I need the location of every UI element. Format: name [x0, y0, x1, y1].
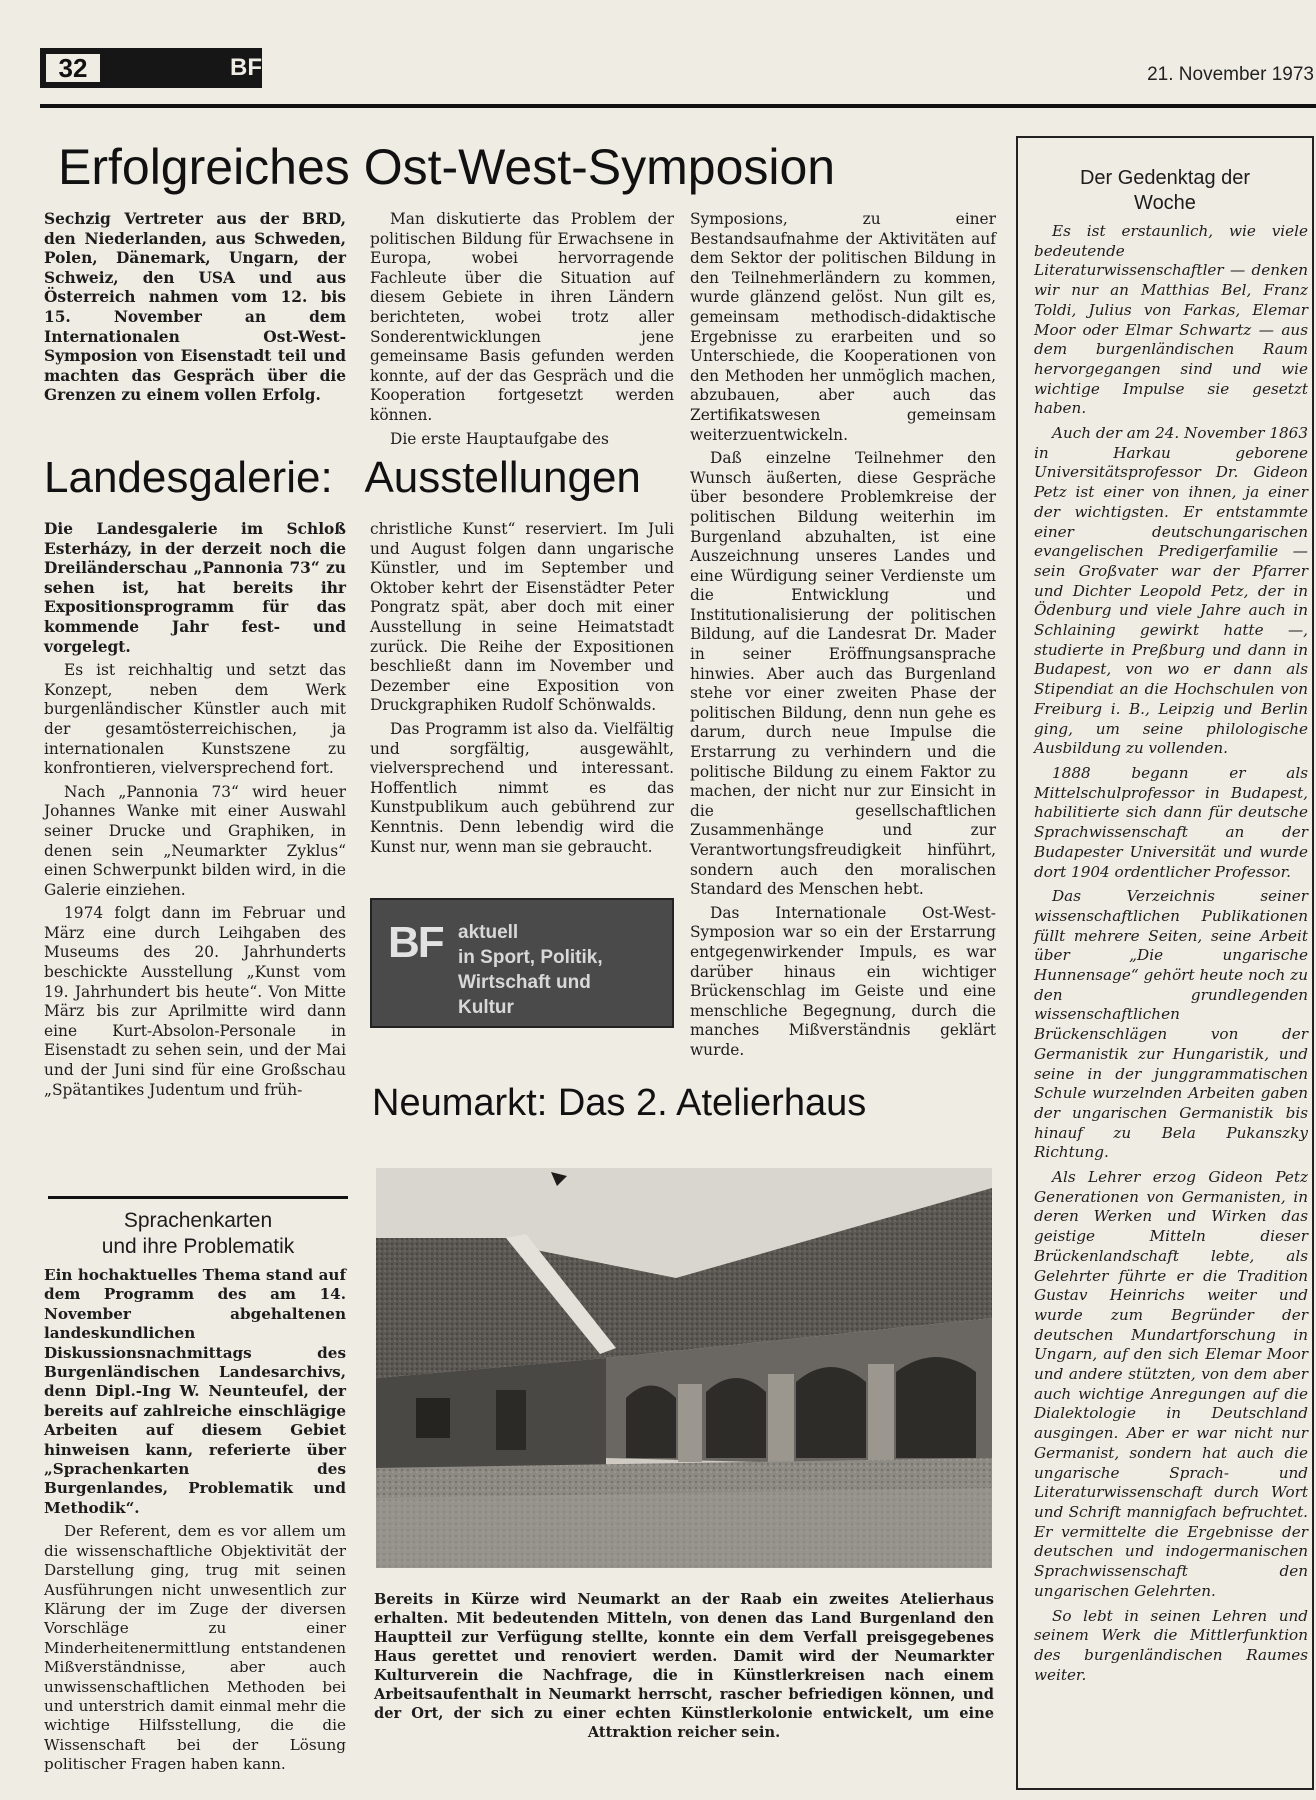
landesgalerie-col2 — [370, 520, 674, 861]
bf-promo-box — [370, 898, 674, 1028]
title-line: Woche — [1134, 192, 1196, 214]
promo-line: Kultur — [458, 997, 514, 1018]
promo-line: aktuell — [458, 922, 519, 943]
paragraph: Es ist erstaunlich, wie viele bedeutende Literaturwissenschaftler — denken wir nur an Matthias Bel, Franz Toldi, Julius von Farkas, Elemar Moor oder Elmar Schwartz — aus dem burgenländischen Raum hervorgegangen sind und wie wichtige Impulse sie gesetzt haben. — [1034, 222, 1308, 418]
title-line: Der Gedenktag der — [1079, 167, 1251, 189]
landesgalerie-lead: Die Landesgalerie im Schloß Esterházy, in der derzeit noch die Dreiländerschau „Pannonia 73“ zu sehen ist, hat bereits ihr Expositionsprogramm für das kommende Jahr fest- und vorgelegt. — [44, 520, 346, 656]
paragraph: Das Internationale Ost-West-Symposion war so ein der Erstarrung entgegenwirkender Impuls, es war darüber hinaus ein wichtiger Brückenschlag im Geiste und eine menschliche Begegnung, durch die manches Mißverständnis geklärt wurde. — [690, 903, 996, 1059]
bf-logo: BF — [388, 918, 443, 967]
promo-line: in Sport, Politik, — [458, 947, 603, 968]
headline-landesgalerie: Landesgalerie: Ausstellungen — [44, 453, 641, 502]
paragraph: Auch der am 24. November 1863 in Harkau geborene Universitätsprofessor Dr. Gideon Petz ist einer von ihnen, ja einer der wichtigsten. Er entstammte einer deutschungarischen evangelischen Predigerfamilie — sein Großvater war der Pfarrer und Dichter Leopold Petz, der in Ödenburg und viele Jahre auch in Schlaining gewirkt hatte —, studierte in Preßburg und dann in Budapest, von wo er dann als Stipendiat an die Hochschulen von Freiburg i. B., Leipzig und Berlin ging, um seine philologische Ausbildung zu vollenden. — [1034, 424, 1308, 758]
paragraph: Das Verzeichnis seiner wissenschaftlichen Publikationen füllt mehrere Seiten, seine Arbeit über „Die ungarische Hunnensage“ gehört heute noch zu den grundlegenden wissenschaftlichen Brückenschlägen von der Germanistik zur Hungaristik, und seine in der junggrammatischen Schule wurzelnden Arbeiten gaben der ungarischen Germanistik bis hinauf zu Bela Pukanszky Richtung. — [1034, 887, 1308, 1162]
symposion-col1 — [44, 210, 346, 410]
paragraph: Als Lehrer erzog Gideon Petz Generationen von Germanisten, in deren Werken und Wirken das geistige Mitteln dieser Brückenlandschaft lebte, als Gelehrter führte er die Tradition Gustav Heinrichs weiter und wurde zum Begründer der deutschen Mundartforschung in Ungarn, auf den sich Elemar Moor und andere stützten, von dem aber auch wichtige Anregungen auf die Dialektologie in Deutschland ausgingen. Aber er war nicht nur Germanist, sondern hat auch die ungarische Sprach- und Literaturwissenschaft durch Wort und Schrift mannigfach befruchtet. Er vermittelte die Ergebnisse der deutschen und indogermanischen Sprachwissenschaft den ungarischen Gelehrten. — [1034, 1168, 1308, 1600]
issue-date: 21. November 1973 — [1147, 64, 1314, 85]
atelierhaus-photo — [376, 1168, 992, 1568]
paragraph: Symposions, zu einer Bestandsaufnahme der Aktivitäten auf dem Sektor der politischen Bildung in den Teilnehmerländern zu kommen, wurde glänzend gelöst. Nun gilt es, gemeinsam methodisch-didaktische Ergebnisse zu erarbeiten und so Unterschiede, die Kooperationen von den Methoden her unmöglich machen, abzubauen, aber auch das Zertifikatswesen gemeinsam weiterzuentwickeln. — [690, 210, 996, 444]
paragraph: Das Programm ist also da. Vielfältig und sorgfältig, ausgewählt, vielversprechend und interessant. Hoffentlich nimmt es das Kunstpublikum auch gebührend zur Kenntnis. Denn lebendig wird die Kunst nur, wenn man sie gebraucht. — [370, 719, 674, 856]
headline-line: Sprachenkarten — [123, 1209, 273, 1232]
paragraph: 1888 begann er als Mittelschulprofessor in Budapest, habilitierte sich dann für deutsche Sprachwissenschaft an der Budapester Universität und wurde dort 1904 ordentlicher Professor. — [1034, 763, 1308, 881]
landesgalerie-col1 — [44, 520, 346, 1104]
gedenktag-body — [1018, 222, 1312, 1685]
publication-logo: BF — [230, 54, 262, 81]
page-number: 32 — [44, 52, 102, 84]
headline-line: und ihre Problematik — [101, 1235, 295, 1258]
headline-sprachenkarten — [48, 1208, 348, 1260]
photo-caption: Bereits in Kürze wird Neumarkt an der Raab ein zweites Atelierhaus erhalten. Mit bedeutenden Mitteln, von denen das Land Burgenland den Hauptteil zur Verfügung stellte, konnte ein dem Verfall preisgegebenes Haus gerettet und renoviert werden. Damit wird der Neumarkter Kulturverein die Nachfrage, die in Künstlerkreisen nach einem Arbeitsaufenthalt in Neumarkt herrscht, rascher befriedigen können, und der Ort, der sich zu einer echten Künstlerkolonie entwickelt, um eine Attraktion reicher sein. — [374, 1591, 994, 1741]
paragraph: Nach „Pannonia 73“ wird heuer Johannes Wanke mit einer Auswahl seiner Drucke und Graphiken, in denen sein „Neumarkter Zyklus“ einen Schwerpunkt bilden wird, in die Galerie einziehen. — [44, 782, 346, 899]
sprachenkarten-lead: Ein hochaktuelles Thema stand auf dem Programm des am 14. November abgehaltenen landeskundlichen Diskussionsnachmittags des Burgenländischen Landesarchivs, denn Dipl.-Ing W. Neunteufel, der bereits auf zahlreiche einschlägige Arbeiten auf diesem Gebiet hinweisen kann, referierte über „Sprachenkarten des Burgenlandes, Problematik und Methodik“. — [44, 1266, 346, 1517]
sprachenkarten-body — [44, 1266, 346, 1779]
paragraph: Der Referent, dem es vor allem um die wissenschaftliche Objektivität der Darstellung ging, trug mit seinen Ausführungen nicht unwesentlich zur Klärung der im Zuge der diversen Vorschläge zu einer Minderheitenermittlung entstandenen Mißverständnisse, aber auch unwissenschaftlichen Methoden bei und unterstrich damit einmal mehr die wichtige Hilfsstellung, die die Wissenschaft bei der Lösung politischer Fragen haben kann. — [44, 1522, 346, 1774]
promo-line: Wirtschaft und — [458, 972, 591, 993]
paragraph: christliche Kunst“ reserviert. Im Juli und August folgen dann ungarische Künstler, und im September und Oktober kehrt der Eisenstädter Peter Pongratz spät, aber doch mit einer Ausstellung in seine Heimatstadt zurück. Die Reihe der Expositionen beschließt dann im November und Dezember eine Exposition von Druckgraphiken Rudolf Schönwalds. — [370, 520, 674, 715]
promo-text — [458, 920, 603, 1020]
paragraph: Die erste Hauptaufgabe des — [390, 429, 609, 448]
symposion-lead: Sechzig Vertreter aus der BRD, den Niederlanden, aus Schweden, Polen, Dänemark, Ungarn, der Schweiz, den USA und aus Österreich nahmen vom 12. bis 15. November an dem Internationalen Ost-West-Symposion von Eisenstadt teil und machten das Gespräch über die Grenzen zu einem vollen Erfolg. — [44, 210, 346, 405]
gedenktag-title — [1018, 166, 1312, 216]
paragraph: Daß einzelne Teilnehmer den Wunsch äußerten, diese Gespräche über besondere Problemkreise der politischen Bildung weiterhin im Burgenland abzuhalten, ist eine Auszeichnung unseres Landes und eine Würdigung seiner Verdienste um die Entwicklung und Institutionalisierung der politischen Bildung, auf die Landesrat Dr. Mader in seiner Eröffnungsansprache hinwies. Aber auch das Burgenland stehe vor einer zweiten Phase der politischen Bildung, denn nun gehe es darum, durch neue Impulse die Erstarrung zu verhindern und die politische Bildung zu einem Faktor zu machen, der nicht nur zur Einsicht in die gesellschaftlichen Zusammenhänge und zur Verantwortungsfreudigkeit hinführt, sondern auch den moralischen Standard des Menschen hebt. — [690, 449, 996, 899]
headline-symposion: Erfolgreiches Ost-West-Symposion — [58, 139, 836, 195]
paragraph: 1974 folgt dann im Februar und März eine durch Leihgaben des Museums des 20. Jahrhunderts beschickte Ausstellung „Kunst vom 19. Jahrhundert bis heute“. Von Mitte März bis zur Aprilmitte wird dann eine Kurt-Absolon-Personale in Eisenstadt zu sehen sein, und der Mai und der Juni sind für eine Großschau „Spätantikes Judentum und früh- — [44, 904, 346, 1099]
symposion-col3 — [690, 210, 996, 1065]
page-number-badge — [40, 48, 262, 88]
section-rule — [48, 1196, 348, 1199]
paragraph: Man diskutierte das Problem der politischen Bildung für Erwachsene in Europa, wobei hervorragende Fachleute über die Situation auf diesem Gebiete in ihren Ländern berichteten, wobei trotz aller Sonderentwicklungen jene gemeinsame Basis gefunden werden konnte, auf der das Gespräch und die Kooperation fortgesetzt werden können. — [370, 210, 674, 424]
header-rule — [40, 104, 1316, 108]
headline-neumarkt: Neumarkt: Das 2. Atelierhaus — [372, 1082, 867, 1124]
courtyard-image — [376, 1168, 992, 1568]
paragraph: Es ist reichhaltig und setzt das Konzept, neben dem Werk burgenländischer Künstler auch mit der gesamtösterreichischen, ja internationalen Kunstszene zu konfrontieren, vielversprechend fort. — [44, 661, 346, 778]
paragraph: So lebt in seinen Lehren und seinem Werk die Mittlerfunktion des burgenländischen Raumes weiter. — [1034, 1606, 1308, 1684]
gedenktag-box — [1016, 136, 1314, 1790]
symposion-col2 — [370, 210, 674, 453]
